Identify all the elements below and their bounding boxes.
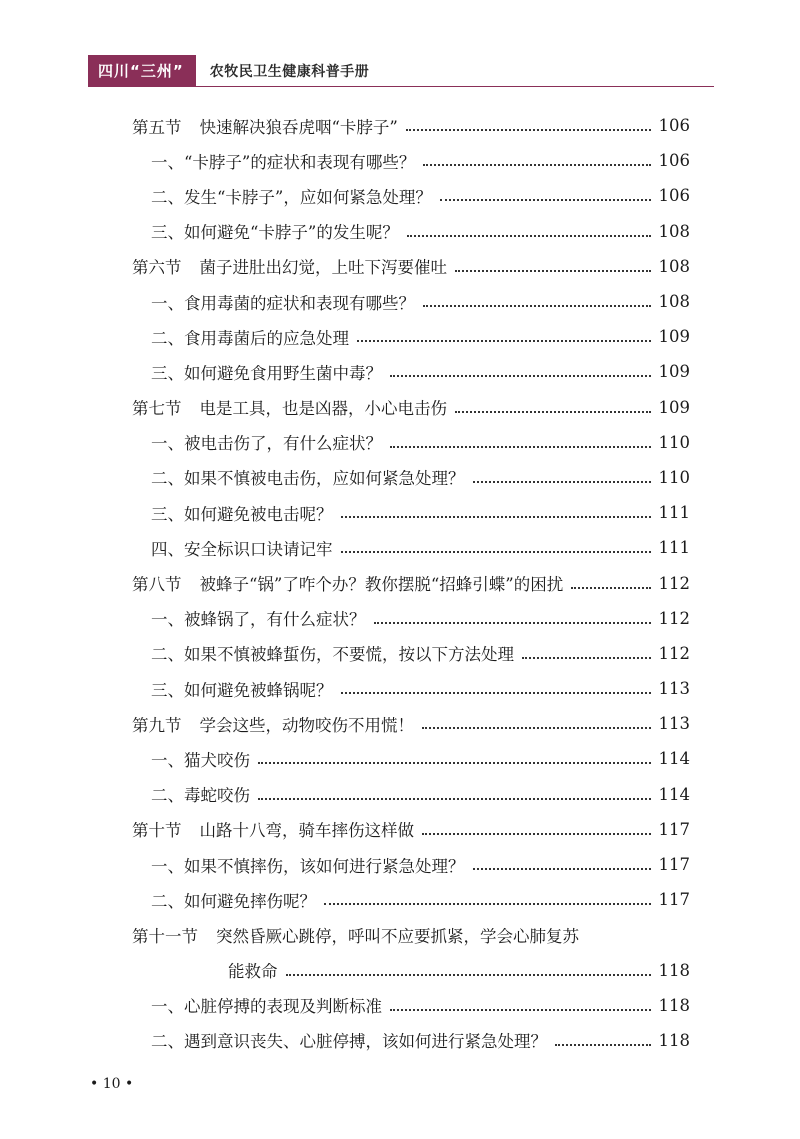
- toc-entry-label: [151, 325, 349, 349]
- toc-page-number: 111: [658, 538, 690, 558]
- toc-page-number: 108: [658, 292, 690, 312]
- section-number: 第八节: [132, 575, 182, 595]
- toc-entry-label: [151, 641, 514, 665]
- dot-leader: [473, 867, 651, 870]
- dot-leader: [258, 761, 651, 764]
- toc-entry-label: [151, 606, 366, 630]
- toc-entry-label: [132, 571, 563, 595]
- dot-leader: [422, 726, 651, 729]
- toc-entry-label: [151, 290, 415, 314]
- toc-section-entry[interactable]: [132, 812, 690, 847]
- toc-page-number: 113: [658, 679, 690, 699]
- toc-section-entry[interactable]: [132, 565, 690, 600]
- toc-entry-title: 电是工具，也是凶器，小心电击伤: [199, 399, 447, 419]
- toc-page-number: 113: [658, 714, 690, 734]
- section-number: 第九节: [132, 715, 182, 735]
- section-number: 第十节: [132, 821, 182, 841]
- dot-leader: [390, 1008, 651, 1011]
- toc-page-number: 109: [658, 362, 690, 382]
- toc-page-number: 118: [658, 995, 690, 1015]
- dot-leader: [258, 797, 651, 800]
- toc-entry-title: 能救命: [228, 962, 278, 982]
- toc-page-number: 106: [658, 116, 690, 136]
- dot-leader: [390, 445, 651, 448]
- toc-page-number: 109: [658, 327, 690, 347]
- dot-leader: [571, 586, 650, 589]
- toc-entry-title: 一、被电击伤了，有什么症状？: [151, 434, 382, 454]
- toc-entry-label: [151, 536, 333, 560]
- toc-entry-label: [151, 219, 399, 243]
- toc-entry[interactable]: [132, 354, 690, 389]
- toc-entry-title: 一、“卡脖子”的症状和表现有哪些？: [151, 152, 416, 172]
- toc-entry-title: 菌子进肚出幻觉，上吐下泻要催吐: [199, 258, 447, 278]
- toc-page-number: 114: [658, 749, 690, 769]
- toc-entry-title: 三、如何避免“卡脖子”的发生呢？: [151, 223, 399, 243]
- dot-leader: [440, 198, 651, 201]
- toc-entry[interactable]: [132, 988, 690, 1023]
- dot-leader: [341, 691, 651, 694]
- toc-entry[interactable]: [132, 953, 690, 988]
- dot-leader: [423, 304, 651, 307]
- toc-page-number: 112: [658, 573, 690, 593]
- toc-page-number: 109: [658, 397, 690, 417]
- toc-entry-title: 一、食用毒菌的症状和表现有哪些？: [151, 293, 415, 313]
- toc-section-entry[interactable]: [132, 249, 690, 284]
- toc-entry-title: 一、心脏停搏的表现及判断标准: [151, 997, 382, 1017]
- toc-entry-label: [151, 853, 465, 877]
- toc-entry-title: 二、如果不慎被蜂蜇伤，不要慌，按以下方法处理: [151, 645, 514, 665]
- series-badge: 四川“三州”: [88, 55, 196, 87]
- dot-leader: [423, 163, 650, 166]
- dot-leader: [374, 621, 651, 624]
- toc-entry-title: 一、猫犬咬伤: [151, 750, 250, 770]
- section-number: 第七节: [132, 399, 182, 419]
- toc-entry-label: [151, 465, 465, 489]
- toc-page-number: 117: [658, 855, 690, 875]
- toc-entry[interactable]: [132, 530, 690, 565]
- toc-entry-title: 二、如何避免摔伤呢？: [151, 891, 316, 911]
- toc-entry-title: 二、如果不慎被电击伤，应如何紧急处理？: [151, 469, 465, 489]
- toc-entry-label: [132, 254, 447, 278]
- section-number: 第十一节: [132, 926, 198, 946]
- toc-entry-title: 被蜂子“锅”了咋个办？教你摆脱“招蜂引蝶”的困扰: [199, 575, 564, 595]
- dot-leader: [286, 973, 651, 976]
- toc-entry-title: 二、食用毒菌后的应急处理: [151, 328, 349, 348]
- dot-leader: [473, 480, 651, 483]
- toc-page-number: 108: [658, 221, 690, 241]
- toc-entry[interactable]: [132, 1023, 690, 1058]
- toc-entry-title: 一、被蜂锅了，有什么症状？: [151, 610, 366, 630]
- dot-leader: [341, 550, 651, 553]
- dot-leader: [324, 902, 651, 905]
- toc-page-number: 118: [658, 960, 690, 980]
- toc-entry-label: [151, 1028, 547, 1052]
- dot-leader: [455, 410, 651, 413]
- toc-page-number: 106: [658, 186, 690, 206]
- toc-page-number: 108: [658, 256, 690, 276]
- toc-entry-title: 二、发生“卡脖子”，应如何紧急处理？: [151, 187, 432, 207]
- toc-page-number: 118: [658, 1030, 690, 1050]
- toc-entry[interactable]: [132, 847, 690, 882]
- toc-entry[interactable]: [132, 601, 690, 636]
- toc-entry[interactable]: [132, 319, 690, 354]
- toc-entry[interactable]: [132, 460, 690, 495]
- dot-leader: [522, 656, 651, 659]
- dot-leader: [390, 374, 651, 377]
- toc-entry-title: 学会这些，动物咬伤不用慌！: [199, 715, 414, 735]
- toc-page-number: 106: [658, 151, 690, 171]
- running-header: [88, 55, 369, 87]
- toc-entry-label: [151, 993, 382, 1017]
- toc-page-number: 112: [658, 643, 690, 663]
- dot-leader: [357, 339, 651, 342]
- toc-entry-label: [151, 677, 333, 701]
- header-rule: [88, 86, 714, 87]
- toc-page-number: 110: [658, 467, 690, 487]
- toc-entry-title: 三、如何避免食用野生菌中毒？: [151, 363, 382, 383]
- toc-entry-label: [151, 501, 333, 525]
- toc-entry-label: [151, 184, 432, 208]
- toc-entry-title: 三、如何避免被电击呢？: [151, 504, 333, 524]
- toc-entry-label: [151, 782, 250, 806]
- toc-entry-title: 二、遇到意识丧失、心脏停搏，该如何进行紧急处理？: [151, 1032, 547, 1052]
- toc-entry-label: [151, 149, 415, 173]
- toc-entry-label: [151, 360, 382, 384]
- toc-section-entry[interactable]: [132, 917, 690, 952]
- section-number: 第五节: [132, 117, 182, 137]
- toc-entry[interactable]: [132, 284, 690, 319]
- toc-entry-title: 一、如果不慎摔伤，该如何进行紧急处理？: [151, 856, 465, 876]
- toc-entry-label: [228, 958, 278, 982]
- toc-page-number: 110: [658, 432, 690, 452]
- toc-entry[interactable]: [132, 671, 690, 706]
- toc-section-entry[interactable]: [132, 390, 690, 425]
- toc-entry[interactable]: [132, 425, 690, 460]
- toc-entry[interactable]: [132, 214, 690, 249]
- toc-entry[interactable]: [132, 741, 690, 776]
- toc-entry-label: [151, 747, 250, 771]
- dot-leader: [455, 269, 651, 272]
- dot-leader: [407, 234, 651, 237]
- toc-entry-title: 二、毒蛇咬伤: [151, 786, 250, 806]
- toc-page-number: 111: [658, 503, 690, 523]
- toc-entry-label: [151, 888, 316, 912]
- toc-entry-title: 山路十八弯，骑车摔伤这样做: [199, 821, 414, 841]
- toc-entry-title: 快速解决狼吞虎咽“卡脖子”: [199, 117, 398, 137]
- toc-entry-label: [132, 817, 414, 841]
- dot-leader: [422, 832, 651, 835]
- toc-entry[interactable]: [132, 495, 690, 530]
- toc-entry[interactable]: [132, 178, 690, 213]
- toc-page-number: 117: [658, 890, 690, 910]
- toc-entry-label: [132, 712, 414, 736]
- toc-entry-title: 三、如何避免被蜂锅呢？: [151, 680, 333, 700]
- toc-entry-title: 突然昏厥心跳停，呼叫不应要抓紧，学会心肺复苏: [216, 926, 579, 946]
- toc-page-number: 114: [658, 784, 690, 804]
- toc-entry-label: [132, 923, 579, 947]
- toc-entry-label: [132, 395, 447, 419]
- toc-entry[interactable]: [132, 777, 690, 812]
- dot-leader: [406, 128, 651, 131]
- toc-section-entry[interactable]: [132, 706, 690, 741]
- toc-section-entry[interactable]: [132, 108, 690, 143]
- dot-leader: [341, 515, 651, 518]
- toc-page-number: 117: [658, 819, 690, 839]
- toc-entry[interactable]: [132, 636, 690, 671]
- toc-entry[interactable]: [132, 882, 690, 917]
- section-number: 第六节: [132, 258, 182, 278]
- toc-entry-label: [132, 114, 398, 138]
- dot-leader: [555, 1043, 651, 1046]
- toc-entry-title: 四、安全标识口诀请记牢: [151, 539, 333, 559]
- toc-page-number: 112: [658, 608, 690, 628]
- table-of-contents: [132, 108, 690, 1058]
- toc-entry[interactable]: [132, 143, 690, 178]
- page-number: • 10 •: [90, 1076, 134, 1092]
- toc-entry-label: [151, 430, 382, 454]
- book-title: 农牧民卫生健康科普手册: [209, 64, 370, 80]
